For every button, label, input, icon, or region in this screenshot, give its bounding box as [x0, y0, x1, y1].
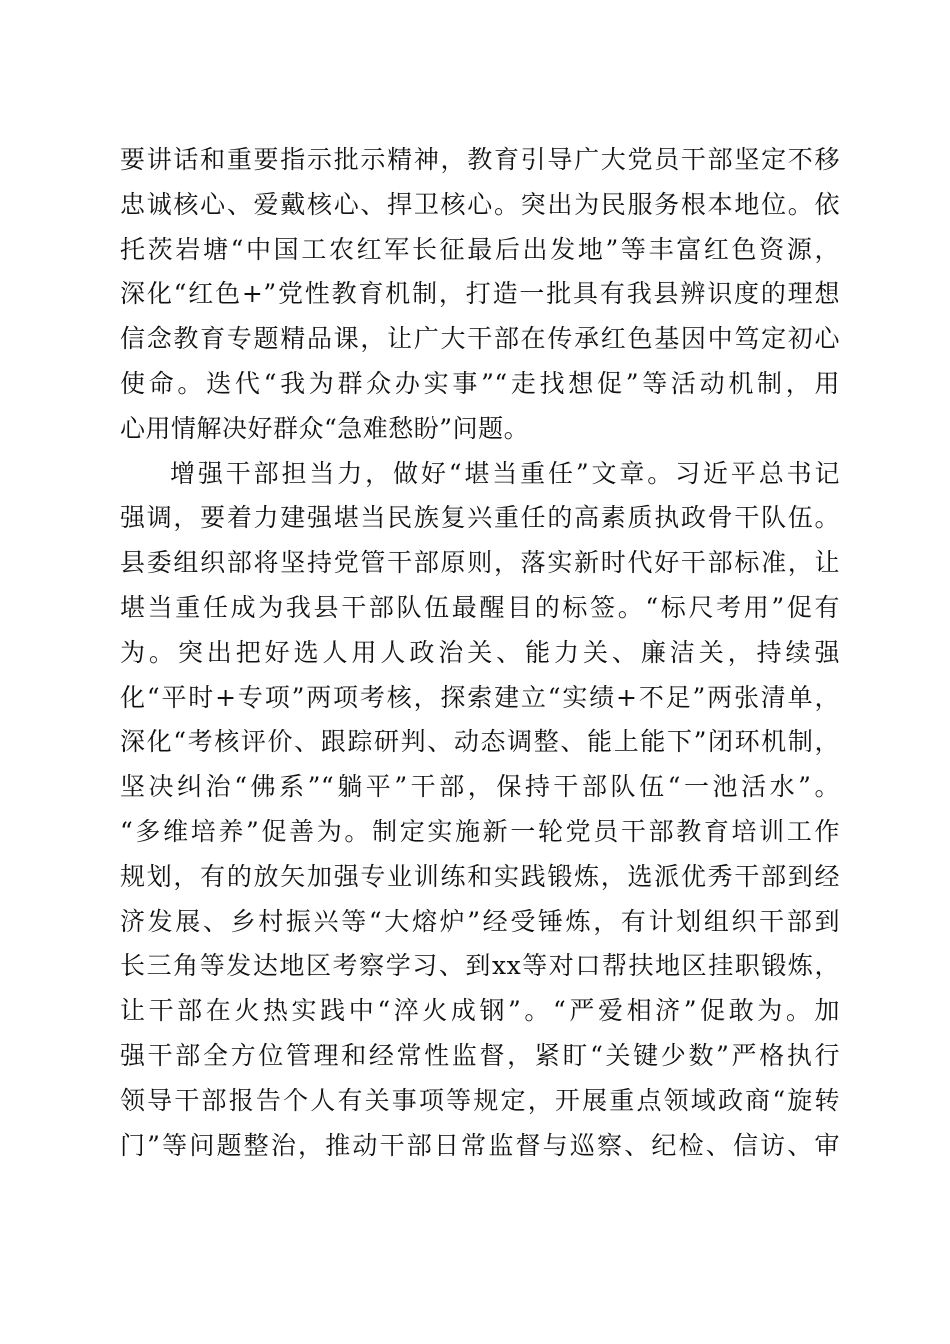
text-line: 心用情解决好群众“急难愁盼”问题。 [120, 413, 530, 443]
text-line: 县委组织部将坚持党管干部原则，落实新时代好干部标准，让 [120, 548, 840, 578]
text-line: 增强干部担当力，做好“堪当重任”文章。习近平总书记 [170, 458, 840, 488]
text-line: 深化“红色+”党性教育机制，打造一批具有我县辨识度的理想 [120, 279, 840, 309]
text-line: 信念教育专题精品课，让广大干部在传承红色基因中笃定初心 [120, 324, 840, 354]
text-line: 长三角等发达地区考察学习、到xx等对口帮扶地区挂职锻炼， [120, 951, 840, 981]
paragraph-1 [120, 138, 840, 452]
text-line: 为。突出把好选人用人政治关、能力关、廉洁关，持续强 [120, 637, 840, 667]
text-line: 使命。迭代“我为群众办实事”“走找想促”等活动机制，用 [120, 368, 840, 398]
text-line: 深化“考核评价、跟踪研判、动态调整、能上能下”闭环机制， [120, 727, 840, 757]
text-line: 强干部全方位管理和经常性监督，紧盯“关键少数”严格执行 [120, 1040, 840, 1070]
text-line: 堪当重任成为我县干部队伍最醒目的标签。“标尺考用”促有 [120, 592, 840, 622]
paragraph-2 [120, 452, 840, 1169]
text-line: 托茨岩塘“中国工农红军长征最后出发地”等丰富红色资源， [120, 234, 840, 264]
text-line: 让干部在火热实践中“淬火成钢”。“严爱相济”促敢为。加 [120, 996, 840, 1026]
body-text [120, 138, 840, 1168]
text-line: 忠诚核心、爱戴核心、捍卫核心。突出为民服务根本地位。依 [120, 189, 840, 219]
text-line: 强调，要着力建强堪当民族复兴重任的高素质执政骨干队伍。 [120, 503, 840, 533]
text-line: 化“平时+专项”两项考核，探索建立“实绩+不足”两张清单， [120, 682, 840, 712]
text-line: 济发展、乡村振兴等“大熔炉”经受锤炼，有计划组织干部到 [120, 906, 840, 936]
text-line: 规划，有的放矢加强专业训练和实践锻炼，选派优秀干部到经 [120, 861, 840, 891]
text-line: 门”等问题整治，推动干部日常监督与巡察、纪检、信访、审 [120, 1130, 840, 1160]
text-line: “多维培养”促善为。制定实施新一轮党员干部教育培训工作 [120, 816, 840, 846]
text-line: 坚决纠治“佛系”“躺平”干部，保持干部队伍“一池活水”。 [120, 772, 840, 802]
text-line: 领导干部报告个人有关事项等规定，开展重点领域政商“旋转 [120, 1085, 840, 1115]
text-line: 要讲话和重要指示批示精神，教育引导广大党员干部坚定不移 [120, 145, 840, 174]
